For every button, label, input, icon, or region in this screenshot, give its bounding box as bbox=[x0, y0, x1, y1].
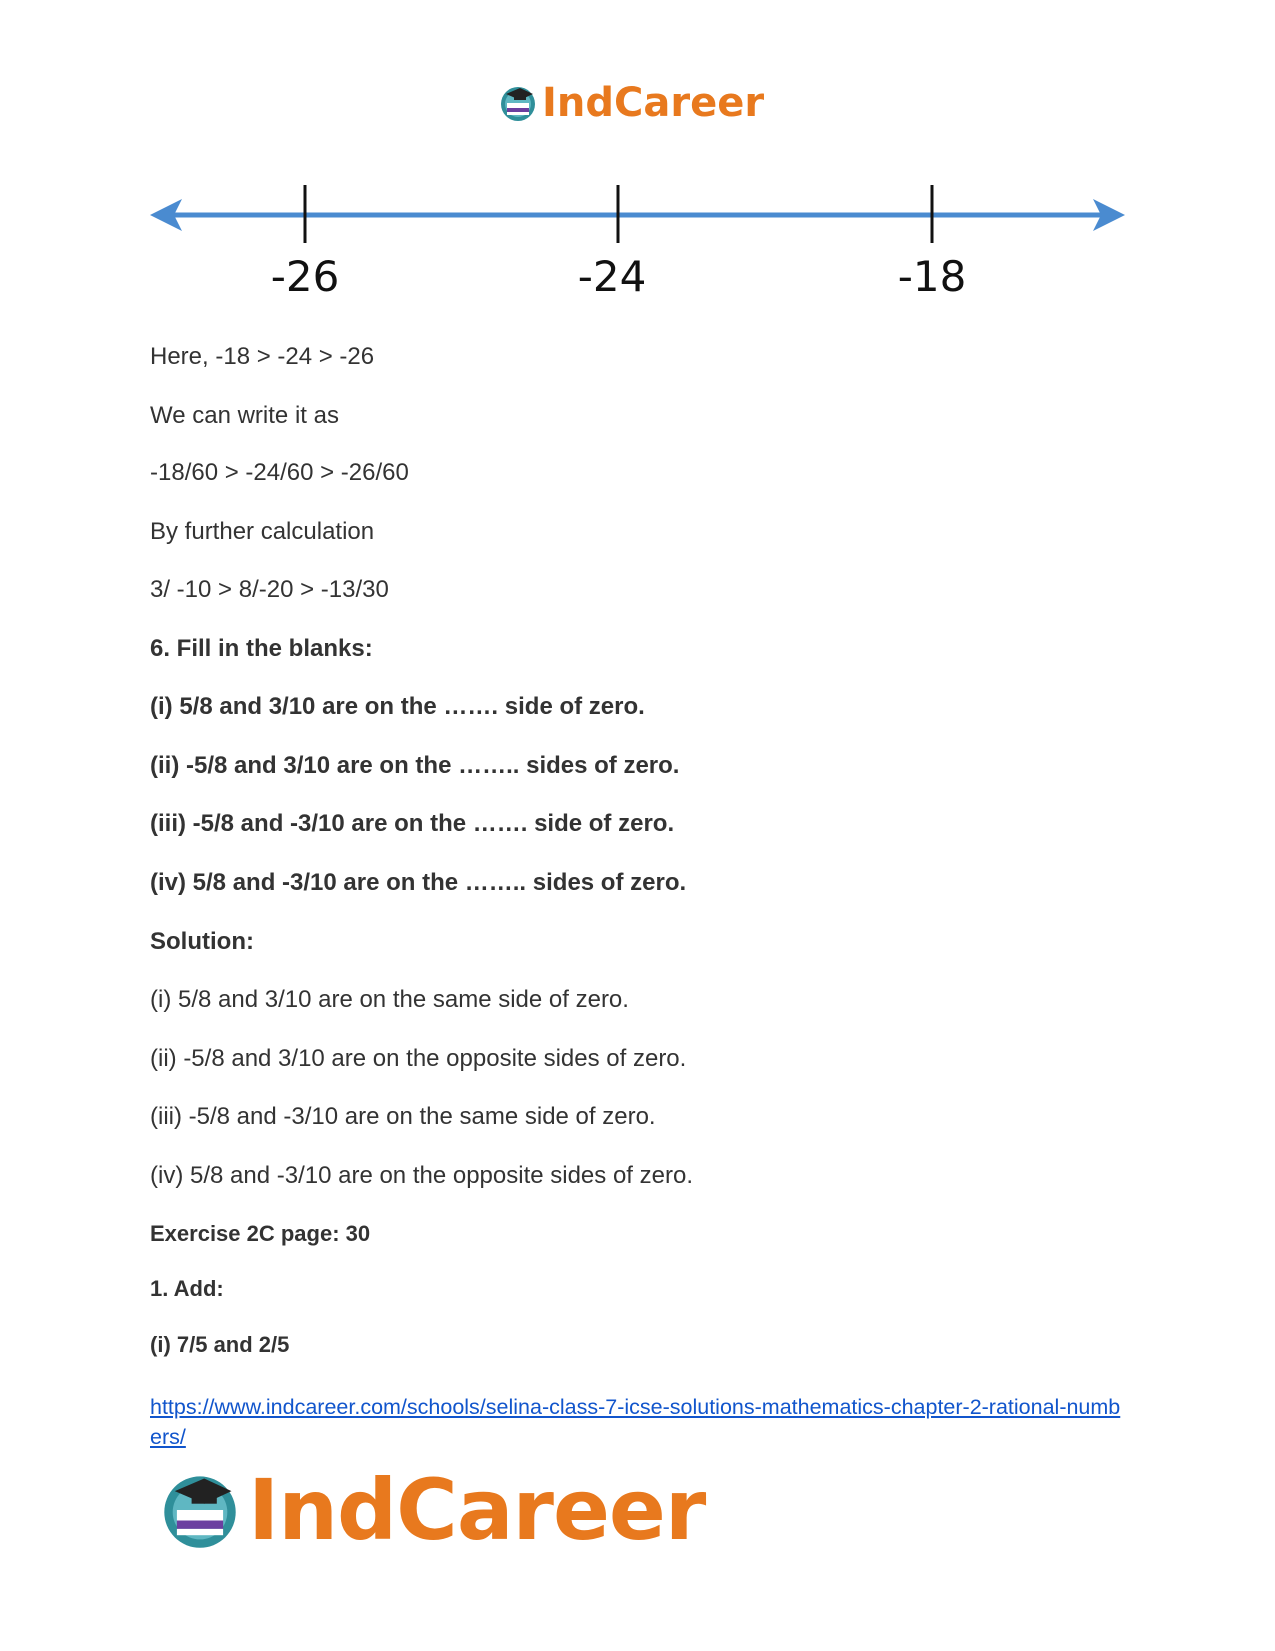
question-item: (i) 7/5 and 2/5 bbox=[150, 1332, 290, 1357]
text-line: Here, -18 > -24 > -26 bbox=[150, 343, 375, 370]
question-item: (iii) -5/8 and -3/10 are on the ……. side of zero. bbox=[150, 810, 675, 837]
question-item: (iv) 5/8 and -3/10 are on the …….. sides of zero. bbox=[150, 869, 687, 896]
text-line: 3/ -10 > 8/-20 > -13/30 bbox=[150, 576, 389, 603]
number-line-diagram bbox=[150, 185, 1125, 320]
solution-item: (i) 5/8 and 3/10 are on the same side of zero. bbox=[150, 986, 629, 1013]
graduation-book-globe-icon bbox=[498, 83, 538, 123]
question-heading: 6. Fill in the blanks: bbox=[150, 635, 373, 662]
solution-label: Solution: bbox=[150, 928, 254, 955]
question-item: (i) 5/8 and 3/10 are on the ……. side of zero. bbox=[150, 693, 645, 720]
question-heading: 1. Add: bbox=[150, 1276, 224, 1301]
exercise-heading: Exercise 2C page: 30 bbox=[150, 1221, 371, 1246]
header-logo-text: IndCareer bbox=[542, 80, 765, 126]
question-item: (ii) -5/8 and 3/10 are on the …….. sides of zero. bbox=[150, 752, 680, 779]
solution-item: (ii) -5/8 and 3/10 are on the opposite sides of zero. bbox=[150, 1045, 687, 1072]
graduation-book-globe-icon bbox=[158, 1468, 242, 1552]
tick-label: -26 bbox=[270, 252, 340, 301]
header-logo bbox=[498, 76, 764, 130]
footer-logo bbox=[158, 1455, 705, 1565]
text-line: -18/60 > -24/60 > -26/60 bbox=[150, 459, 409, 486]
solution-item: (iii) -5/8 and -3/10 are on the same side of zero. bbox=[150, 1103, 656, 1130]
solution-item: (iv) 5/8 and -3/10 are on the opposite sides of zero. bbox=[150, 1162, 693, 1189]
text-line: We can write it as bbox=[150, 402, 339, 429]
source-link[interactable]: https://www.indcareer.com/schools/selina-class-7-icse-solutions-mathematics-chapter-2-rational-numbers/ bbox=[150, 1395, 1121, 1449]
tick-label: -24 bbox=[577, 252, 647, 301]
text-line: By further calculation bbox=[150, 518, 375, 545]
footer-logo-text: IndCareer bbox=[248, 1461, 706, 1559]
tick-label: -18 bbox=[897, 252, 967, 301]
